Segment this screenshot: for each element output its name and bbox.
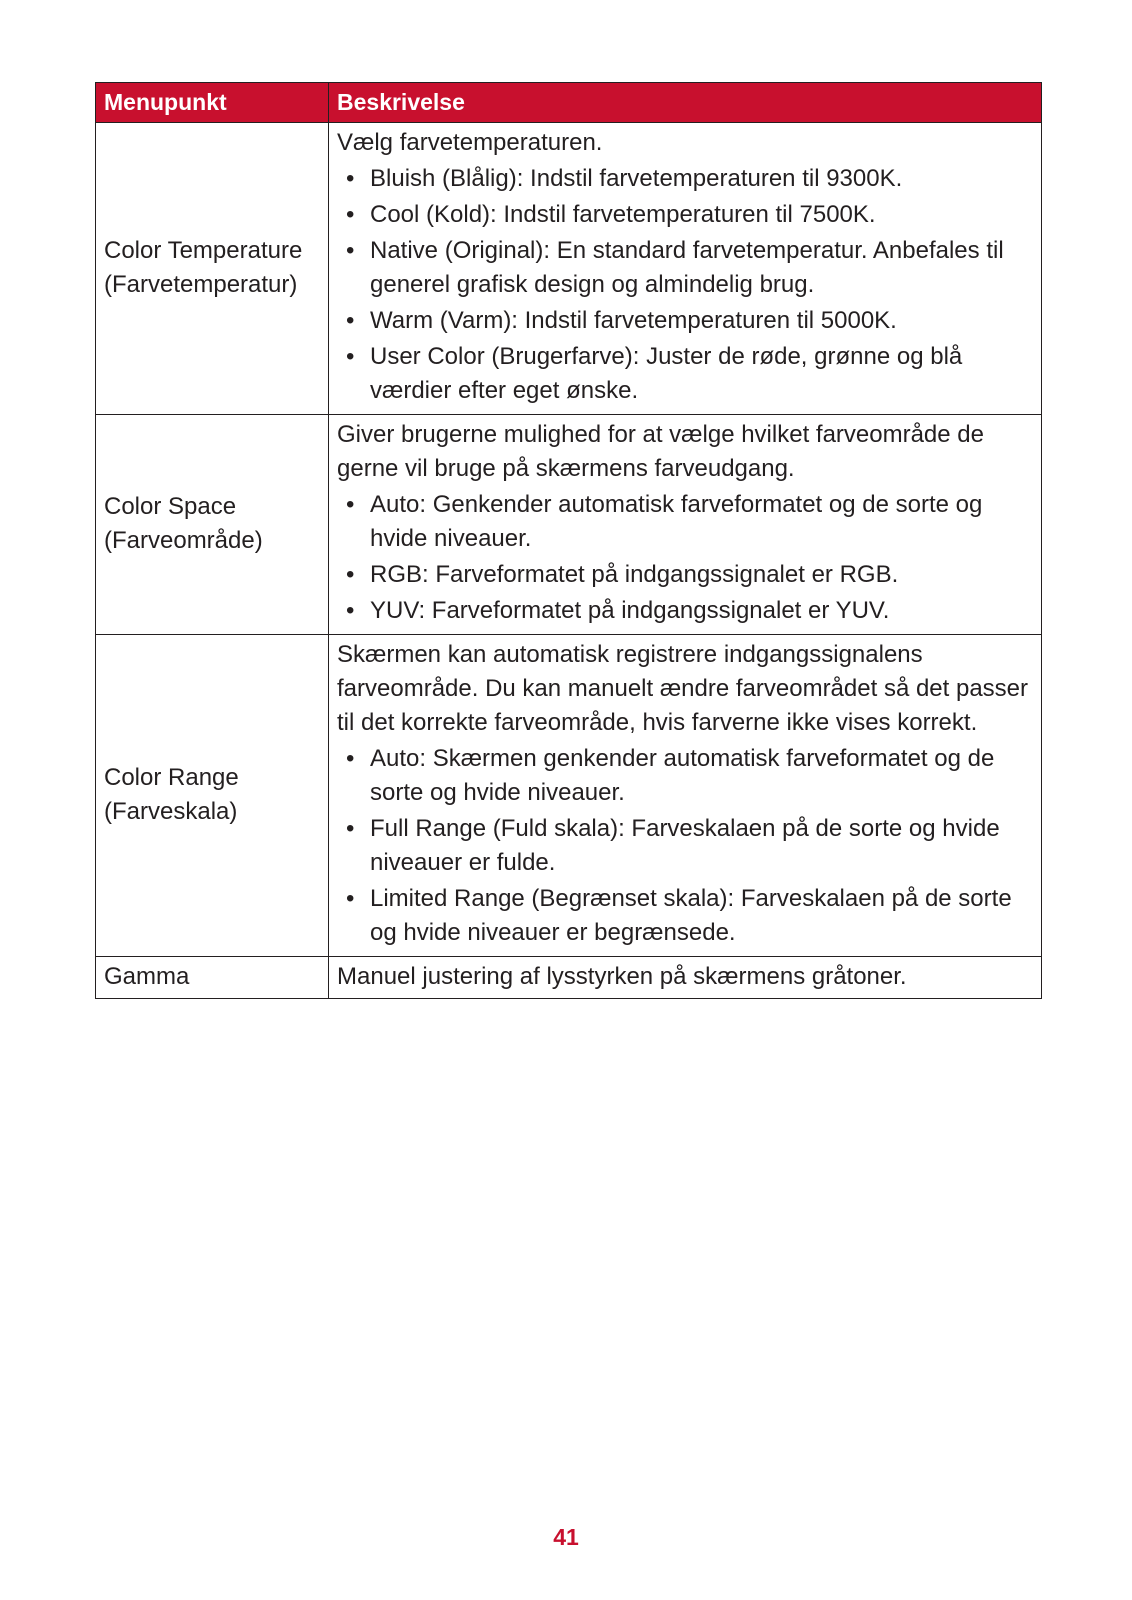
list-item (337, 234, 1033, 302)
list-item (337, 162, 1033, 196)
bullet-icon: • (346, 597, 355, 624)
description-text: Vælg farvetemperaturen. (337, 129, 603, 156)
table-header-row (96, 83, 1042, 123)
description-text: Manuel justering af lysstyrken på skærmens gråtoner. (337, 963, 907, 990)
list-item (337, 882, 1033, 950)
list-item-text: Auto: Skærmen genkender automatisk farveformatet og de sorte og hvide niveauer. (370, 745, 995, 806)
column-header-menu-item: Menupunkt (96, 83, 329, 123)
table-row (96, 123, 1042, 415)
menu-item-label: Color Range (104, 764, 239, 791)
menu-item-cell (96, 123, 329, 415)
menu-item-label: Color Temperature (104, 237, 303, 264)
list-item-text: Full Range (Fuld skala): Farveskalaen på de sorte og hvide niveauer er fulde. (370, 815, 1000, 876)
bullet-icon: • (346, 201, 355, 228)
list-item-text: Auto: Genkender automatisk farveformatet og de sorte og hvide niveauer. (370, 491, 983, 552)
list-item (337, 488, 1033, 556)
page-number: 41 (553, 1524, 579, 1550)
list-item-text: RGB: Farveformatet på indgangssignalet er RGB. (370, 561, 899, 588)
list-item-text: Limited Range (Begrænset skala): Farveskalaen på de sorte og hvide niveauer er begrænsede. (370, 885, 1012, 946)
description-text: Skærmen kan automatisk registrere indgangssignalens farveområde. Du kan manuelt ændre farveområdet så det passer til det korrekte farveområde, hvis farverne ikke vises korrekt. (337, 641, 1029, 736)
option-list (337, 162, 1033, 408)
list-item (337, 198, 1033, 232)
list-item-text: Cool (Kold): Indstil farvetemperaturen til 7500K. (370, 201, 876, 228)
bullet-icon: • (346, 561, 355, 588)
list-item (337, 340, 1033, 408)
option-list (337, 488, 1033, 628)
menu-item-label: Gamma (104, 963, 190, 990)
description-cell (329, 957, 1042, 999)
list-item (337, 742, 1033, 810)
list-item-text: Native (Original): En standard farvetemperatur. Anbefales til generel grafisk design og almindelig brug. (370, 237, 1004, 298)
bullet-icon: • (346, 885, 355, 912)
bullet-icon: • (346, 491, 355, 518)
list-item (337, 812, 1033, 880)
table-row (96, 957, 1042, 999)
bullet-icon: • (346, 165, 355, 192)
table-row (96, 635, 1042, 957)
column-header-description: Beskrivelse (329, 83, 1042, 123)
description-cell (329, 635, 1042, 957)
option-list (337, 742, 1033, 950)
table-row (96, 415, 1042, 635)
table-body (96, 123, 1042, 999)
description-cell (329, 415, 1042, 635)
bullet-icon: • (346, 815, 355, 842)
menu-item-label: (Farveområde) (104, 527, 263, 554)
bullet-icon: • (346, 237, 355, 264)
settings-table (95, 82, 1042, 999)
bullet-icon: • (346, 307, 355, 334)
bullet-icon: • (346, 745, 355, 772)
list-item (337, 304, 1033, 338)
menu-item-label: Color Space (104, 493, 237, 520)
description-cell (329, 123, 1042, 415)
menu-item-label: (Farvetemperatur) (104, 271, 298, 298)
menu-item-cell (96, 415, 329, 635)
list-item-text: User Color (Brugerfarve): Juster de røde, grønne og blå værdier efter eget ønske. (370, 343, 963, 404)
list-item-text: Warm (Varm): Indstil farvetemperaturen til 5000K. (370, 307, 897, 334)
list-item-text: Bluish (Blålig): Indstil farvetemperaturen til 9300K. (370, 165, 903, 192)
menu-item-label: (Farveskala) (104, 798, 238, 825)
list-item (337, 594, 1033, 628)
list-item (337, 558, 1033, 592)
menu-item-cell (96, 957, 329, 999)
list-item-text: YUV: Farveformatet på indgangssignalet er YUV. (370, 597, 890, 624)
bullet-icon: • (346, 343, 355, 370)
menu-item-cell (96, 635, 329, 957)
description-text: Giver brugerne mulighed for at vælge hvilket farveområde de gerne vil bruge på skærmens farveudgang. (337, 421, 984, 482)
